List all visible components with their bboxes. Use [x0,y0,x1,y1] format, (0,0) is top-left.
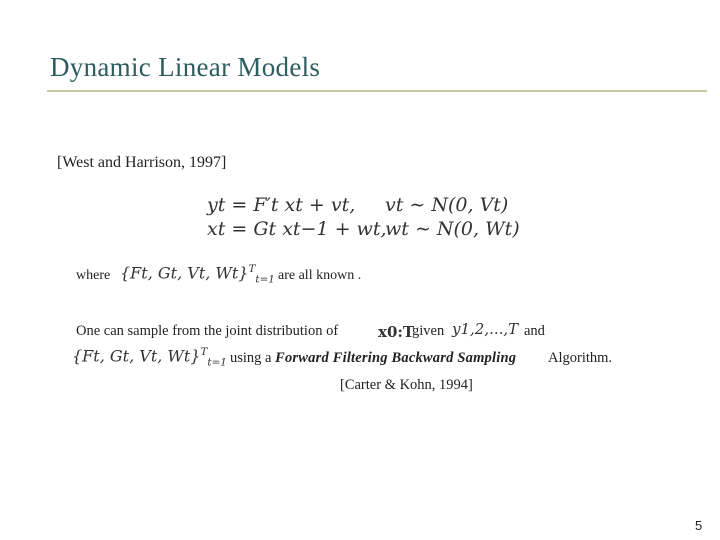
page-number: 5 [695,518,703,533]
state-equation [207,217,520,241]
parameter-set-repeat-body: {Ft, Gt, Vt, Wt} [72,346,201,366]
algorithm-text: Algorithm. [548,350,613,366]
slide-title: Dynamic Linear Models [50,52,321,82]
eq2-right: wt ∼ N(0, Wt) [385,218,520,240]
parameter-set-sub: t=1 [255,273,275,286]
parameter-set-repeat [72,346,227,369]
parameter-set-sup: T [248,263,256,275]
observation-sequence-symbol: y1,2,...,T [452,320,519,338]
eq2-left: xt = Gt xt−1 + wt, [207,218,387,240]
using-line [230,350,516,367]
parameter-set [120,263,275,286]
state-sequence-symbol: x0:T [378,323,415,341]
parameter-set-repeat-sub: t=1 [207,356,227,369]
using-text: using a [230,350,272,366]
where-label: where [76,268,111,283]
parameter-set-body: {Ft, Gt, Vt, Wt} [120,263,249,283]
sample-text: One can sample from the joint distribution of [76,323,339,339]
given-text: given [412,323,445,339]
eq1-left: yt = F′t xt + vt, [207,194,356,216]
known-text: are all known . [278,268,362,283]
and-text: and [524,323,545,339]
observation-equation [207,193,509,217]
eq1-right: vt ∼ N(0, Vt) [385,194,509,216]
method-name: Forward Filtering Backward Sampling [275,350,517,366]
citation-bottom: [Carter & Kohn, 1994] [340,377,473,393]
citation-top: [West and Harrison, 1997] [57,154,227,171]
title-underline [47,90,707,92]
model-equations [207,193,520,241]
parameter-set-repeat-sup: T [200,346,208,358]
